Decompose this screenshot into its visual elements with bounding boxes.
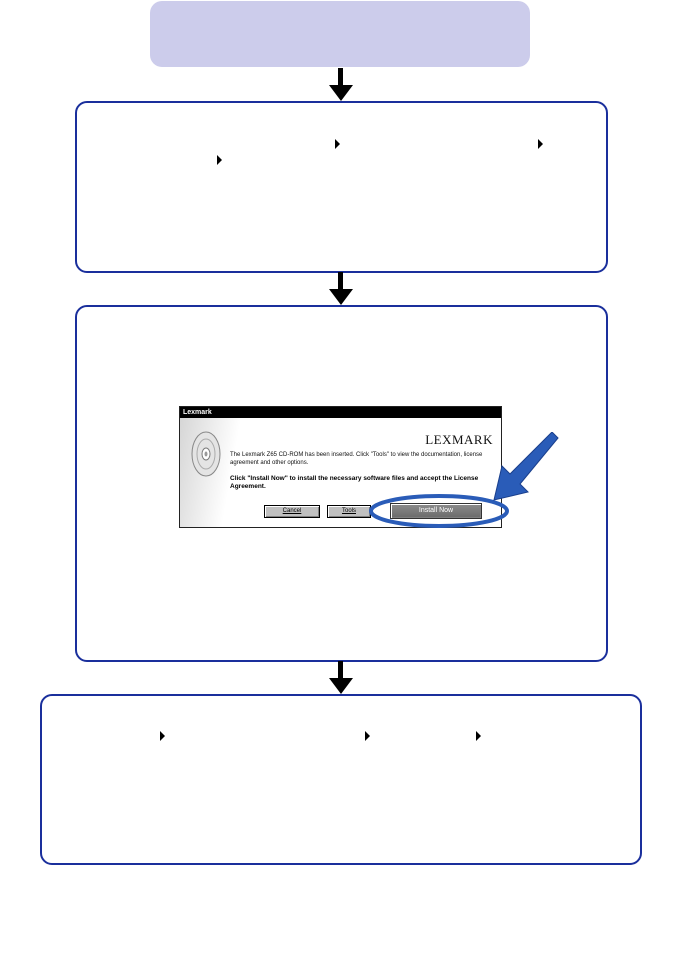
install-now-button[interactable]: Install Now xyxy=(390,503,482,519)
cd-icon xyxy=(184,428,224,480)
menu-arrow-icon xyxy=(217,155,222,165)
step-1-box xyxy=(75,101,608,273)
dialog-message: The Lexmark Z65 CD-ROM has been inserted. Click "Tools" to view the documentation, license agreement and other options. xyxy=(230,452,483,466)
flow-arrow-icon xyxy=(329,661,353,695)
step-3-box xyxy=(40,694,642,865)
menu-arrow-icon xyxy=(365,731,370,741)
cancel-button[interactable]: Cancel xyxy=(264,505,320,518)
menu-arrow-icon xyxy=(160,731,165,741)
flow-arrow-icon xyxy=(329,68,353,102)
menu-arrow-icon xyxy=(476,731,481,741)
pointer-arrow-icon xyxy=(488,432,562,506)
header-box xyxy=(150,1,530,67)
menu-arrow-icon xyxy=(335,139,340,149)
tools-button[interactable]: Tools xyxy=(327,505,371,518)
menu-arrow-icon xyxy=(538,139,543,149)
lexmark-logo: LEXMARK xyxy=(425,432,493,447)
dialog-title: Lexmark xyxy=(180,407,501,418)
flow-arrow-icon xyxy=(329,272,353,306)
dialog-instruction: Click "Install Now" to install the necessary software files and accept the License Agreement. xyxy=(230,475,479,490)
